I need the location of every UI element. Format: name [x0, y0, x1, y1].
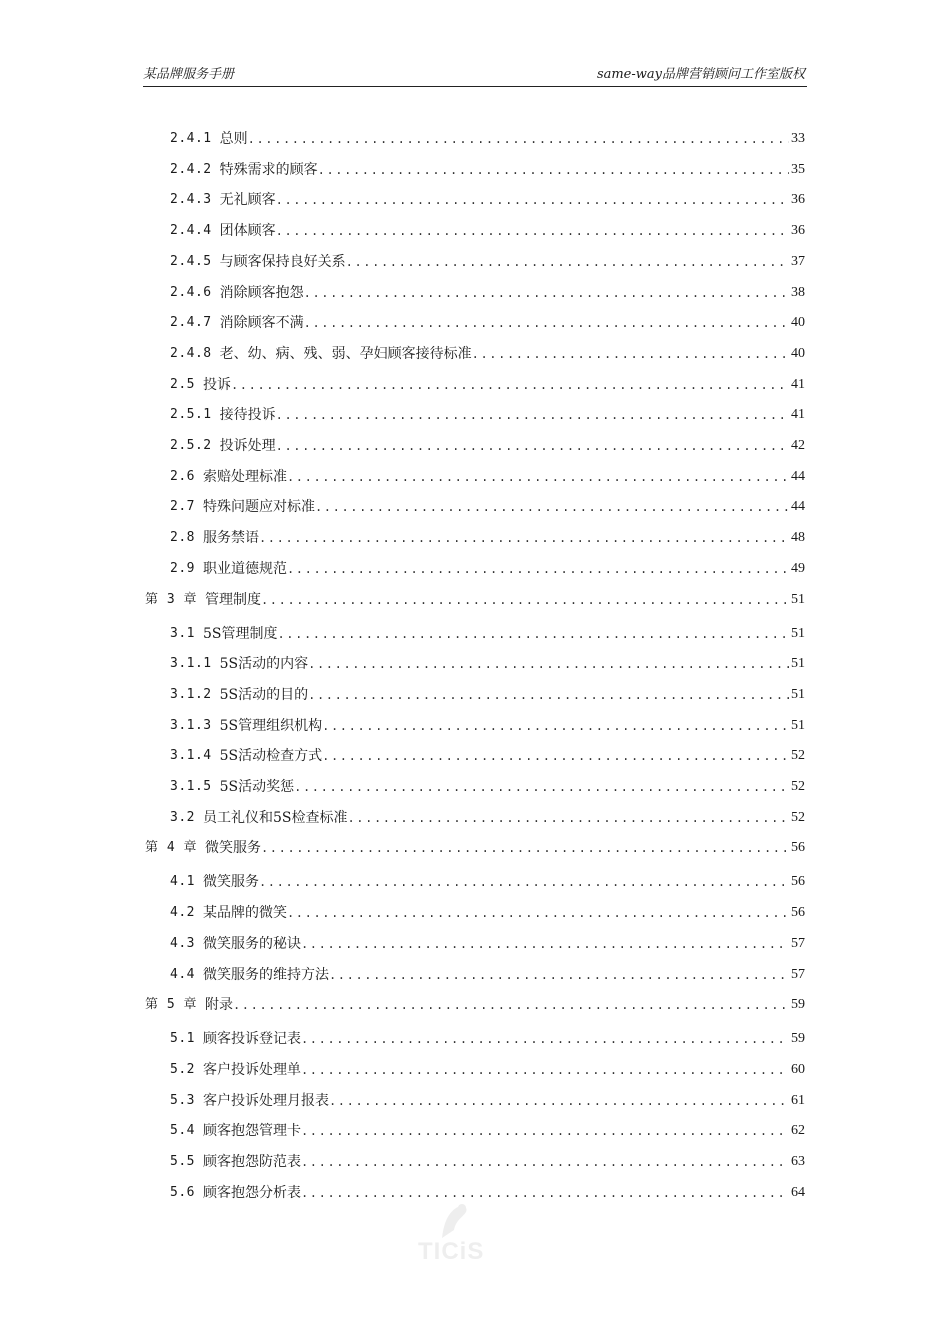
- toc-title: 总则: [219, 131, 248, 147]
- toc-number: 3.1.1: [170, 656, 212, 672]
- toc-leader-dots: [301, 1061, 789, 1079]
- toc-title: 接待投诉: [219, 407, 276, 424]
- toc-entry[interactable]: [170, 745, 805, 765]
- toc-page-number: 44: [791, 499, 805, 515]
- toc-entry[interactable]: [170, 159, 805, 179]
- toc-entry[interactable]: [170, 466, 805, 486]
- toc-leader-dots: [472, 345, 789, 363]
- toc-entry[interactable]: [170, 653, 805, 673]
- toc-leader-dots: [322, 717, 789, 735]
- toc-title: 消除顾客不满: [219, 315, 304, 332]
- toc-leader-dots: [329, 966, 789, 984]
- toc-number: 5.4: [170, 1123, 195, 1139]
- toc-title: 附录: [204, 997, 233, 1014]
- toc-entry[interactable]: [170, 623, 805, 643]
- toc-title: 5S活动奖惩: [219, 779, 295, 795]
- toc-entry[interactable]: [170, 1151, 805, 1171]
- toc-title: 客户投诉处理月报表: [202, 1092, 329, 1109]
- toc-number: 2.4.1: [170, 131, 212, 146]
- toc-title: 团体顾客: [219, 223, 276, 240]
- toc-leader-dots: [276, 437, 789, 455]
- toc-title: 微笑服务: [204, 840, 261, 857]
- toc-page-number: 61: [791, 1092, 805, 1108]
- toc-page-number: 52: [791, 748, 805, 764]
- toc-leader-dots: [261, 839, 789, 857]
- toc-page-number: 37: [791, 253, 805, 269]
- toc-page-number: 57: [791, 966, 805, 982]
- toc-page-number: 56: [791, 840, 805, 856]
- toc-leader-dots: [259, 529, 789, 547]
- toc-entry[interactable]: [170, 189, 805, 209]
- toc-number: 3.1.5: [170, 779, 212, 794]
- toc-page-number: 60: [791, 1061, 805, 1077]
- toc-number: 2.4.3: [170, 192, 212, 208]
- toc-page-number: 49: [791, 560, 805, 576]
- toc-number: 2.5.1: [170, 407, 212, 423]
- toc-title: 微笑服务: [202, 874, 259, 891]
- toc-page-number: 59: [791, 1031, 805, 1047]
- toc-entry[interactable]: [170, 251, 805, 271]
- toc-number: 3.2: [170, 809, 195, 825]
- toc-leader-dots: [322, 747, 789, 765]
- toc-leader-dots: [277, 625, 789, 643]
- toc-entry[interactable]: [170, 1090, 805, 1110]
- toc-page-number: 35: [791, 161, 805, 177]
- toc-page-number: 51: [791, 686, 805, 702]
- toc-entry[interactable]: [170, 282, 805, 302]
- toc-number: 5.6: [170, 1184, 195, 1200]
- toc-leader-dots: [287, 904, 789, 922]
- toc-number: 3.1.3: [170, 717, 212, 733]
- toc-title: 服务禁语: [202, 530, 259, 547]
- toc-title: 员工礼仪和5S检查标准: [202, 809, 348, 826]
- toc-page-number: 51: [791, 625, 805, 641]
- toc-title: 职业道德规范: [202, 560, 287, 577]
- toc-entry[interactable]: [170, 776, 805, 796]
- toc-title: 5S活动检查方式: [219, 748, 323, 765]
- toc-entry[interactable]: [170, 1182, 805, 1202]
- toc-page-number: 62: [791, 1123, 805, 1139]
- toc-page-number: 64: [791, 1184, 805, 1200]
- toc-entry[interactable]: [170, 128, 805, 148]
- toc-title: 微笑服务的维持方法: [202, 966, 329, 983]
- toc-number: 第 4 章: [145, 840, 197, 856]
- toc-leader-dots: [301, 1030, 789, 1048]
- toc-entry[interactable]: [170, 558, 805, 578]
- toc-leader-dots: [294, 778, 789, 796]
- toc-page-number: 51: [791, 656, 805, 672]
- toc-title: 5S活动的内容: [219, 656, 309, 673]
- toc-number: 2.4.4: [170, 223, 212, 239]
- toc-entry[interactable]: [170, 404, 805, 424]
- toc-entry[interactable]: [170, 902, 805, 922]
- toc-page-number: 52: [791, 779, 805, 794]
- toc-page-number: 52: [791, 809, 805, 825]
- toc-page-number: 33: [791, 131, 805, 146]
- toc-page-number: 56: [791, 905, 805, 921]
- toc-entry[interactable]: [170, 435, 805, 455]
- toc-entry[interactable]: [170, 220, 805, 240]
- toc-number: 2.7: [170, 499, 195, 515]
- toc-leader-dots: [233, 996, 789, 1014]
- toc-number: 4.3: [170, 935, 195, 951]
- toc-page-number: 59: [791, 997, 805, 1013]
- toc-leader-dots: [231, 376, 789, 394]
- watermark-logo: [412, 1200, 492, 1270]
- toc-title: 顾客投诉登记表: [202, 1031, 301, 1048]
- toc-leader-dots: [276, 191, 789, 209]
- toc-page-number: 63: [791, 1154, 805, 1169]
- header-left-title: 某品牌服务手册: [143, 67, 235, 82]
- toc-entry[interactable]: [170, 496, 805, 516]
- toc-title: 老、幼、病、残、弱、孕妇顾客接待标准: [219, 345, 472, 362]
- toc-number: 2.5.2: [170, 438, 212, 453]
- toc-page-number: 51: [791, 717, 805, 733]
- toc-title: 5S管理制度: [202, 625, 278, 642]
- toc-page-number: 38: [791, 284, 805, 300]
- toc-leader-dots: [287, 468, 789, 486]
- toc-number: 4.4: [170, 966, 195, 982]
- toc-number: 2.4.7: [170, 315, 212, 331]
- toc-page-number: 40: [791, 315, 805, 331]
- toc-page-number: 41: [791, 376, 805, 392]
- toc-leader-dots: [276, 222, 789, 240]
- watermark-icon: [412, 1200, 492, 1240]
- watermark-text: TICiS: [418, 1238, 485, 1265]
- toc-entry[interactable]: [170, 871, 805, 891]
- toc-title: 5S管理组织机构: [219, 717, 323, 734]
- toc-entry[interactable]: [170, 527, 805, 547]
- toc-leader-dots: [308, 655, 789, 673]
- toc-number: 2.9: [170, 560, 195, 576]
- toc-page-number: 44: [791, 468, 805, 484]
- toc-leader-dots: [318, 161, 789, 179]
- toc-page-number: 57: [791, 935, 805, 951]
- toc-leader-dots: [248, 130, 789, 148]
- header-right-copyright: same-way品牌营销顾问工作室版权: [596, 67, 805, 82]
- toc-title: 5S活动的目的: [219, 686, 309, 703]
- toc-leader-dots: [301, 1122, 789, 1140]
- toc-title: 微笑服务的秘诀: [202, 935, 301, 952]
- toc-chapter-entry[interactable]: [145, 837, 805, 857]
- toc-page-number: 48: [791, 530, 805, 546]
- toc-number: 第 5 章: [145, 997, 197, 1013]
- toc-entry[interactable]: [170, 715, 805, 735]
- toc-title: 投诉处理: [219, 438, 276, 454]
- toc-leader-dots: [276, 406, 789, 424]
- toc-leader-dots: [304, 314, 789, 332]
- toc-number: 3.1.2: [170, 686, 212, 702]
- toc-leader-dots: [304, 284, 789, 302]
- toc-number: 5.2: [170, 1061, 195, 1077]
- toc-title: 索赔处理标准: [202, 468, 287, 485]
- toc-page-number: 51: [791, 591, 805, 607]
- toc-page-number: 40: [791, 345, 805, 361]
- toc-number: 5.3: [170, 1092, 195, 1108]
- toc-page-number: 36: [791, 192, 805, 208]
- toc-leader-dots: [301, 1184, 789, 1202]
- toc-title: 与顾客保持良好关系: [219, 253, 346, 270]
- toc-number: 2.8: [170, 530, 195, 546]
- toc-title: 顾客抱怨管理卡: [202, 1123, 301, 1140]
- toc-entry[interactable]: [170, 1059, 805, 1079]
- toc-number: 2.4.8: [170, 345, 212, 361]
- toc-leader-dots: [301, 1153, 789, 1171]
- toc-entry[interactable]: [170, 1120, 805, 1140]
- toc-number: 3.1: [170, 625, 195, 641]
- toc-leader-dots: [315, 498, 789, 516]
- toc-leader-dots: [287, 560, 789, 578]
- toc-chapter-entry[interactable]: [145, 994, 805, 1014]
- toc-number: 4.1: [170, 874, 195, 890]
- toc-leader-dots: [301, 935, 789, 953]
- toc-entry[interactable]: [170, 1028, 805, 1048]
- toc-title: 顾客抱怨防范表: [202, 1154, 301, 1170]
- toc-leader-dots: [329, 1092, 789, 1110]
- toc-title: 管理制度: [204, 591, 261, 608]
- toc-title: 特殊需求的顾客: [219, 161, 318, 178]
- toc-number: 2.6: [170, 468, 195, 484]
- toc-entry[interactable]: [170, 312, 805, 332]
- toc-chapter-entry[interactable]: [145, 589, 805, 609]
- toc-title: 特殊问题应对标准: [202, 499, 315, 516]
- toc-entry[interactable]: [170, 807, 805, 827]
- toc-number: 2.4.5: [170, 253, 212, 269]
- toc-entry[interactable]: [170, 684, 805, 704]
- toc-page-number: 56: [791, 874, 805, 890]
- toc-number: 2.5: [170, 376, 195, 392]
- toc-page-number: 41: [791, 407, 805, 423]
- toc-entry[interactable]: [170, 374, 805, 394]
- toc-leader-dots: [347, 809, 789, 827]
- toc-leader-dots: [346, 253, 789, 271]
- toc-leader-dots: [259, 873, 789, 891]
- toc-leader-dots: [308, 686, 789, 704]
- toc-number: 3.1.4: [170, 748, 212, 764]
- toc-title: 顾客抱怨分析表: [202, 1184, 301, 1201]
- toc-number: 5.1: [170, 1031, 195, 1047]
- toc-entry[interactable]: [170, 964, 805, 984]
- toc-title: 客户投诉处理单: [202, 1061, 301, 1078]
- toc-page-number: 42: [791, 438, 805, 453]
- toc-entry[interactable]: [170, 343, 805, 363]
- toc-page-number: 36: [791, 223, 805, 239]
- toc-number: 2.4.6: [170, 284, 212, 300]
- toc-title: 消除顾客抱怨: [219, 284, 304, 301]
- toc-entry[interactable]: [170, 933, 805, 953]
- toc-number: 2.4.2: [170, 161, 212, 177]
- toc-title: 某品牌的微笑: [202, 905, 287, 922]
- toc-number: 5.5: [170, 1154, 195, 1169]
- toc-title: 投诉: [202, 376, 231, 393]
- toc-leader-dots: [261, 591, 789, 609]
- toc-number: 第 3 章: [145, 591, 197, 607]
- toc-number: 4.2: [170, 905, 195, 921]
- toc-title: 无礼顾客: [219, 192, 276, 209]
